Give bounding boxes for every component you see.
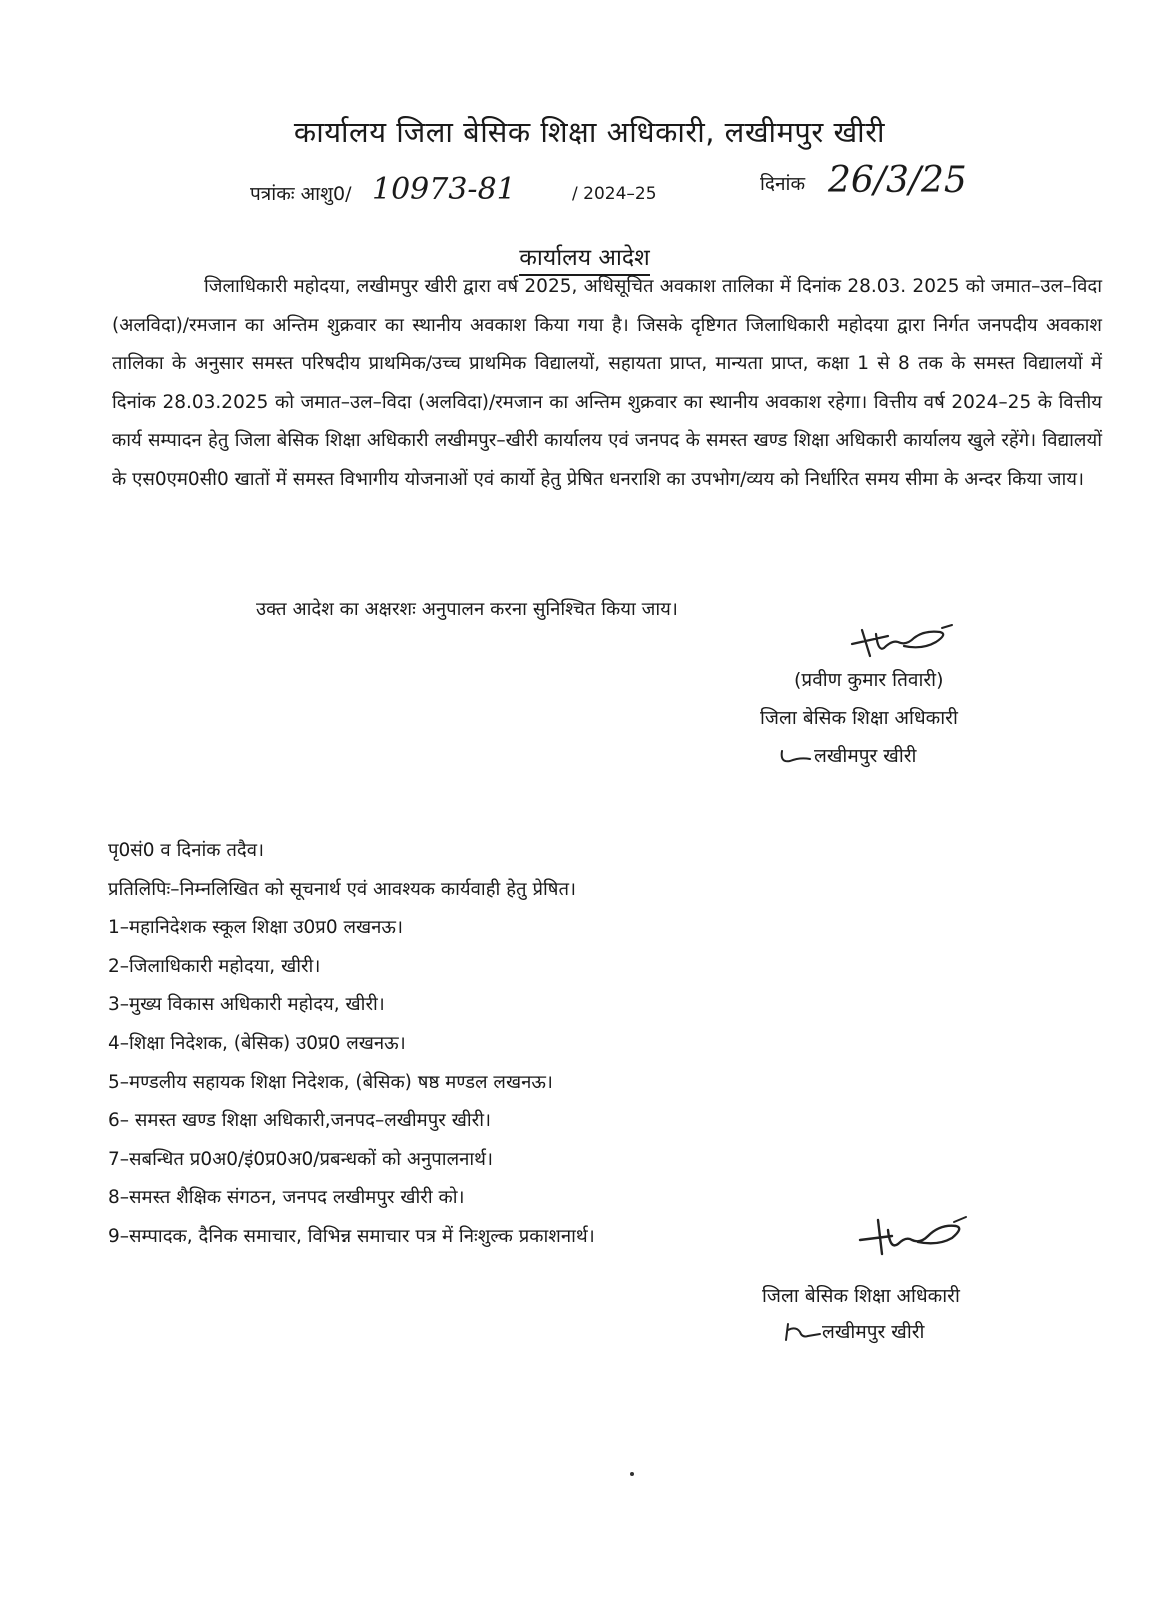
date-label: दिनांक	[760, 173, 806, 195]
signatory-place	[778, 742, 916, 768]
scan-speck	[630, 1472, 634, 1476]
copy-item: 9–सम्पादक, दैनिक समाचार, विभिन्न समाचार पत्र में निःशुल्क प्रकाशनार्थ।	[108, 1225, 595, 1247]
signatory-place-2-text: लखीमपुर खीरी	[822, 1321, 925, 1343]
signatory-place-2	[782, 1318, 924, 1344]
copy-item: 4–शिक्षा निदेशक, (बेसिक) उ0प्र0 लखनऊ।	[108, 1032, 406, 1054]
copy-item: 2–जिलाधिकारी महोदया, खीरी।	[108, 955, 321, 977]
compliance-line: उक्त आदेश का अक्षरशः अनुपालन करना सुनिश्चित किया जाय।	[256, 599, 678, 620]
copy-item: 5–मण्डलीय सहायक शिक्षा निदेशक, (बेसिक) षष्ठ मण्डल लखनऊ।	[108, 1071, 553, 1093]
order-body-paragraph: जिलाधिकारी महोदया, लखीमपुर खीरी द्वारा वर्ष 2025, अधिसूचित अवकाश तालिका में दिनांक 28.03. 2025 को जमात–उल–विदा (अलविदा)/रमजान का अन्तिम शुक्रवार का स्थानीय अवकाश किया गया है। जिसके दृष्टिगत जिलाधिकारी महोदया द्वारा निर्गत जनपदीय अवकाश तालिका के अनुसार समस्त परिषदीय प्राथमिक/उच्च प्राथमिक विद्यालयों, सहायता प्राप्त, मान्यता प्राप्त, कक्षा 1 से 8 तक के समस्त विद्यालयों में दिनांक 28.03.2025 को जमात–उल–विदा (अलविदा)/रमजान का अन्तिम शुक्रवार का स्थानीय अवकाश रहेगा। वित्तीय वर्ष 2024–25 के वित्तीय कार्य सम्पादन हेतु जिला बेसिक शिक्षा अधिकारी लखीमपुर–खीरी कार्यालय एवं जनपद के समस्त खण्ड शिक्षा अधिकारी कार्यालय खुले रहेंगे। विद्यालयों के एस0एम0सी0 खातों में समस्त विभागीय योजनाओं एवं कार्यो हेतु प्रेषित धनराशि का उपभोग/व्यय को निर्धारित समय सीमा के अन्दर किया जाय।	[112, 276, 1102, 490]
signature-mark-2	[858, 1214, 968, 1260]
signatory-designation: जिला बेसिक शिक्षा अधिकारी	[760, 707, 958, 729]
initial-mark-2	[782, 1322, 822, 1344]
signature-mark	[848, 622, 958, 662]
copy-item: 1–महानिदेशक स्कूल शिक्षा उ0प्र0 लखनऊ।	[108, 917, 403, 939]
copy-item: 8–समस्त शैक्षिक संगठन, जनपद लखीमपुर खीरी को।	[108, 1187, 465, 1209]
order-heading-text: कार्यालय आदेश	[519, 245, 650, 276]
copy-item: 3–मुख्य विकास अधिकारी महोदय, खीरी।	[108, 994, 385, 1016]
ref-number-label: पत्रांकः आशु0/	[250, 183, 352, 205]
copy-item: 6– समस्त खण्ड शिक्षा अधिकारी,जनपद–लखीमपुर खीरी।	[108, 1110, 491, 1132]
initial-mark	[778, 747, 814, 767]
signatory-place-text: लखीमपुर खीरी	[814, 745, 917, 767]
copy-intro: प्रतिलिपिः–निम्नलिखित को सूचनार्थ एवं आवश्यक कार्यवाही हेतु प्रेषित।	[108, 878, 577, 900]
copy-distribution-block	[108, 832, 595, 1257]
copy-item: 7–सबन्धित प्र0अ0/इं0प्र0अ0/प्रबन्धकों को अनुपालनार्थ।	[108, 1148, 494, 1170]
ref-year: / 2024–25	[572, 184, 657, 204]
ref-number-handwritten: 10973-81	[372, 172, 516, 207]
copy-ref-line: पृ0सं0 व दिनांक तदैव।	[108, 840, 265, 861]
signatory-name: (प्रवीण कुमार तिवारी)	[794, 669, 944, 691]
office-title: कार्यालय जिला बेसिक शिक्षा अधिकारी, लखीमपुर खीरी	[293, 115, 886, 149]
date-handwritten: 26/3/25	[828, 160, 967, 201]
signatory-designation-2: जिला बेसिक शिक्षा अधिकारी	[762, 1285, 960, 1307]
